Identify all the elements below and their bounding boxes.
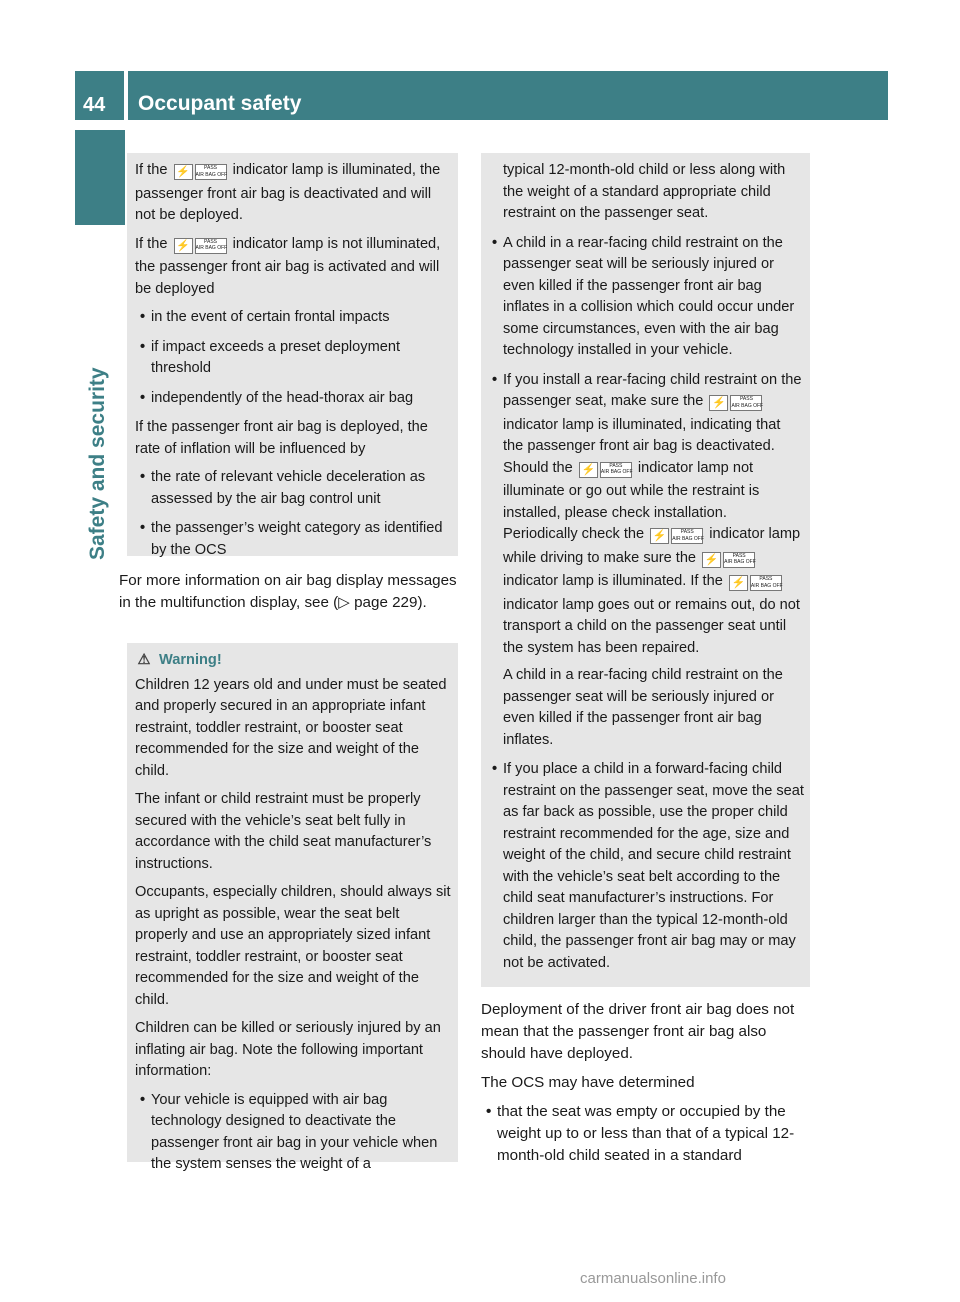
ocs-paragraph: The OCS may have determined [481,1074,695,1091]
warning-list [135,1090,452,1176]
lamp-not-illuminated-paragraph: If the ⚡ PASS AIR BAG OFF indicator lamp is not illuminated, the passenger front air bag is activated and will be deployed [135,235,441,297]
deployment-paragraph: Deployment of the driver front air bag does not mean that the passenger front air bag also should have deployed. [481,1001,795,1062]
passenger-airbag-off-indicator-icon: ⚡ PASS AIR BAG OFF [729,573,782,595]
inflation-factors-list [135,467,452,561]
side-tab-block [75,130,125,225]
header-separator [124,71,128,120]
right-column-text [481,999,814,1175]
page-number: 44 [83,94,106,116]
list-item: • the passenger’s weight category as identified by the OCS [135,518,452,561]
side-section-label: Safety and security [86,367,109,560]
lamp-illuminated-paragraph: If the ⚡ PASS AIR BAG OFF indicator lamp is illuminated, the passenger front air bag is deactivated and will not be deployed. [135,162,441,223]
list-item: • A child in a rear-facing child restraint on the passenger seat will be seriously injured or even killed if the passenger front air bag inflates in a collision which could occur under some circumstances, even with the air bag technology installed in your vehicle. [487,233,804,362]
passenger-airbag-off-indicator-icon: ⚡ PASS AIR BAG OFF [650,526,703,548]
warning-paragraph: Occupants, especially children, should always sit as upright as possible, wear the seat belt properly and use an appropriately sized infant restraint, toddler restraint, or booster seat recommended for the size and weight of the child. [135,884,451,1008]
list-item: • in the event of certain frontal impacts [135,307,452,329]
more-info-paragraph: For more information on air bag display messages in the multifunction display, see (▷ page 229). [119,572,457,611]
list-item: • If you place a child in a forward-facing child restraint on the passenger seat, move the seat as far back as possible, use the proper child restraint recommended for the age, size and weight of the child, and secure child restraint with the vehicle’s seat belt according to the child seat manufacturer’s instructions. For children larger than the typical 12-month-old child, the passenger front air bag may or may not be activated. [487,759,804,974]
warning-box-continued [481,153,810,987]
deployment-conditions-list [135,307,452,409]
passenger-airbag-off-indicator-icon: ⚡ PASS AIR BAG OFF [174,162,227,184]
warning-paragraph: Children 12 years old and under must be seated and properly secured in an appropriate infant restraint, toddler restraint, or booster seat recommended for the size and weight of the child. [135,676,447,779]
list-item: • if impact exceeds a preset deployment threshold [135,337,452,380]
list-item: • Your vehicle is equipped with air bag technology designed to deactivate the passenger front air bag in your vehicle when the system senses the weight of a [135,1090,452,1176]
info-box-left [127,153,458,556]
passenger-airbag-off-indicator-icon: ⚡ PASS AIR BAG OFF [709,393,762,415]
list-item-subparagraph: A child in a rear-facing child restraint on the passenger seat will be seriously injured or even killed if the passenger front air bag inflates. [503,667,783,748]
warning-heading: ⚠ Warning! [135,650,452,672]
warning-triangle-icon: ⚠ [137,652,151,668]
list-item: • If you install a rear-facing child restraint on the passenger seat, make sure the ⚡ PASS AIR BAG OFF indicator lamp is illuminated, indicating that the passenger front air bag is deactivated. Should the ⚡ PASS AIR BAG OFF indicator lamp not illuminate or go out while the restraint is installed, please check installation. Periodically check the ⚡ PASS AIR BAG OFF indicator lamp while driving to make sure the ⚡ PASS AIR BAG OFF indicator lamp is illuminated. If the ⚡ PASS AIR BAG OFF indicator lamp goes out or remains out, do not transport a child on the passenger seat until the system has been repaired. A child in a rear-facing child restraint on the passenger seat will be seriously injured or even killed if the passenger front air bag inflates. [487,370,804,752]
warning-box [127,643,458,1172]
warning-paragraph: The infant or child restraint must be properly secured with the vehicle’s seat belt fully in accordance with the child seat manufacturer’s instructions. [135,791,432,872]
list-item-continued: typical 12-month-old child or less along with the weight of a standard appropriate child restraint on the passenger seat. [503,162,786,221]
watermark-text: carmanualsonline.info [580,1270,726,1287]
list-item: • the rate of relevant vehicle deceleration as assessed by the air bag control unit [135,467,452,510]
warning-paragraph: Children can be killed or seriously injured by an inflating air bag. Note the following important information: [135,1020,441,1079]
info-paragraph-container [119,570,459,621]
list-item: • that the seat was empty or occupied by the weight up to or less than that of a typical 12-month-old child seated in a standard [481,1101,814,1167]
passenger-airbag-off-indicator-icon: ⚡ PASS AIR BAG OFF [702,550,755,572]
ocs-list [481,1101,814,1167]
warning-list-continued [487,160,804,974]
passenger-airbag-off-indicator-icon: ⚡ PASS AIR BAG OFF [174,236,227,258]
inflation-rate-paragraph: If the passenger front air bag is deployed, the rate of inflation will be influenced by [135,419,428,457]
list-item: • independently of the head-thorax air bag [135,388,452,410]
page-title: Occupant safety [138,92,302,115]
passenger-airbag-off-indicator-icon: ⚡ PASS AIR BAG OFF [579,460,632,482]
